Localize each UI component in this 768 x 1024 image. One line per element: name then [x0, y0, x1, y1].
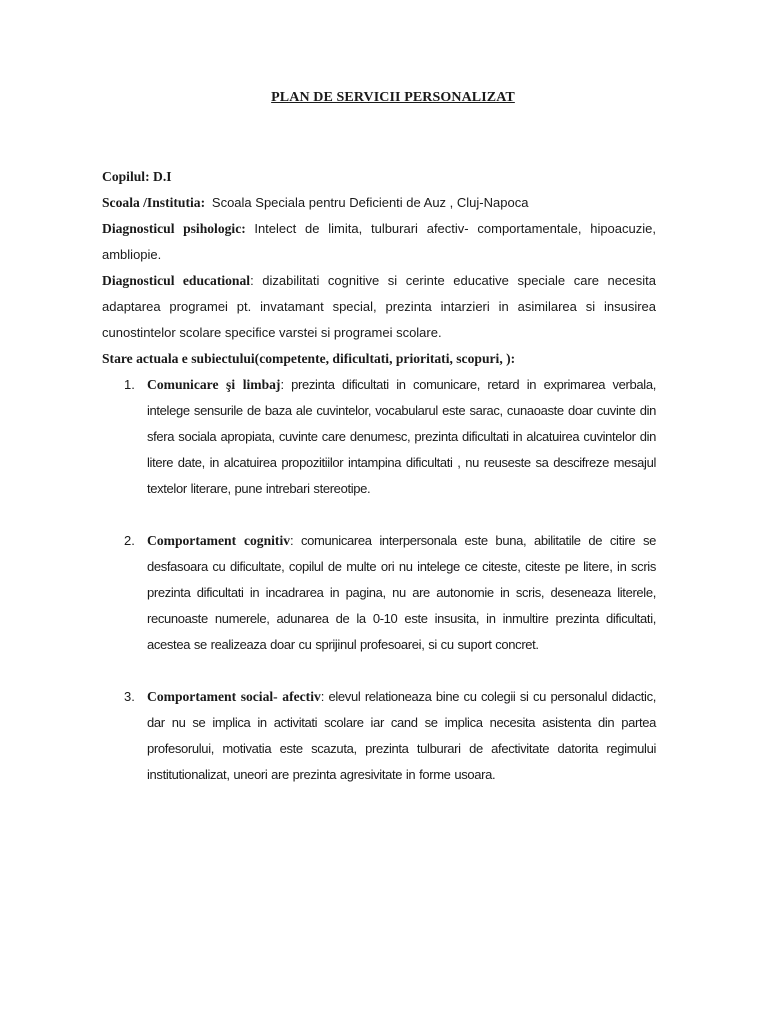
list-item-body: : prezinta dificultati in comunicare, retard in exprimarea verbala, intelege sensurile de baza ale cuvintelor, vocabularul este sarac, cunaoaste doar cuvinte din sfera sociala apropiata, cuvinte care denumesc, prezinta dificultati in alcatuirea cuvintelor din litere date, in alcatuirea propozitiilor intampina dificultati , nu reuseste sa descifreze mesajul textelor literare, pune intrebari stereotipe.	[147, 377, 656, 496]
school-field	[102, 190, 656, 216]
edu-diagnosis-label: Diagnosticul educational	[102, 273, 251, 288]
list-item-body: : comunicarea interpersonala este buna, abilitatile de citire se desfasoara cu dificultate, copilul de multe ori nu intelege ce citeste, citeste pe litere, in scris prezinta dificultati in incadrarea in pagina, nu are autonomie in scris, deseneaza literele, recunoaste numerele, adunarea de la 0-10 este insusita, in inmultire prezinta dificultati, acestea se realizeaza doar cu sprijinul profesoarei, si cu suport concret.	[147, 533, 656, 652]
edu-diagnosis-value: : dizabilitati cognitive si cerinte educative speciale care necesita adaptarea programei pt. invatamant special, prezinta intarzieri in asimilarea si insusirea cunostintelor scolare specifice varstei si programei scolare.	[102, 273, 656, 340]
list-item-number: 2.	[124, 533, 135, 548]
list-item-number: 1.	[124, 377, 135, 392]
list-item-label: Comportament cognitiv	[147, 533, 291, 548]
list-item-label: Comportament social- afectiv	[147, 689, 321, 704]
list-item-text	[147, 372, 656, 502]
list-item-text	[147, 684, 656, 788]
list-item-number: 3.	[124, 689, 135, 704]
school-label: Scoala /Institutia:	[102, 195, 206, 210]
current-state-heading	[102, 346, 656, 372]
child-value: D.I	[153, 169, 172, 184]
list-item-body: : elevul relationeaza bine cu colegii si cu personalul didactic, dar nu se implica in activitati scolare iar cand se implica necesita asistenta din partea profesorului, motivatia este scazuta, prezinta tulburari de afectivitate datorita regimului institutionalizat, uneori are prezinta agresivitate in forme usoara.	[147, 689, 657, 782]
psych-diagnosis-field	[102, 216, 656, 268]
list-item-text	[147, 528, 656, 658]
edu-diagnosis-field	[102, 268, 656, 346]
school-value: Scoala Speciala pentru Deficienti de Auz , Cluj-Napoca	[211, 195, 529, 210]
psych-diagnosis-label: Diagnosticul psihologic:	[102, 221, 246, 236]
document-title: PLAN DE SERVICII PERSONALIZAT	[271, 90, 515, 105]
psych-diagnosis-value: Intelect de limita, tulburari afectiv- comportamentale, hipoacuzie, ambliopie.	[102, 221, 656, 262]
child-field	[102, 164, 656, 190]
list-item-label: Comunicare şi limbaj	[147, 377, 281, 392]
current-state-label: Stare actuala e subiectului(competente, dificultati, prioritati, scopuri, ):	[102, 351, 516, 366]
child-label: Copilul:	[102, 169, 150, 184]
